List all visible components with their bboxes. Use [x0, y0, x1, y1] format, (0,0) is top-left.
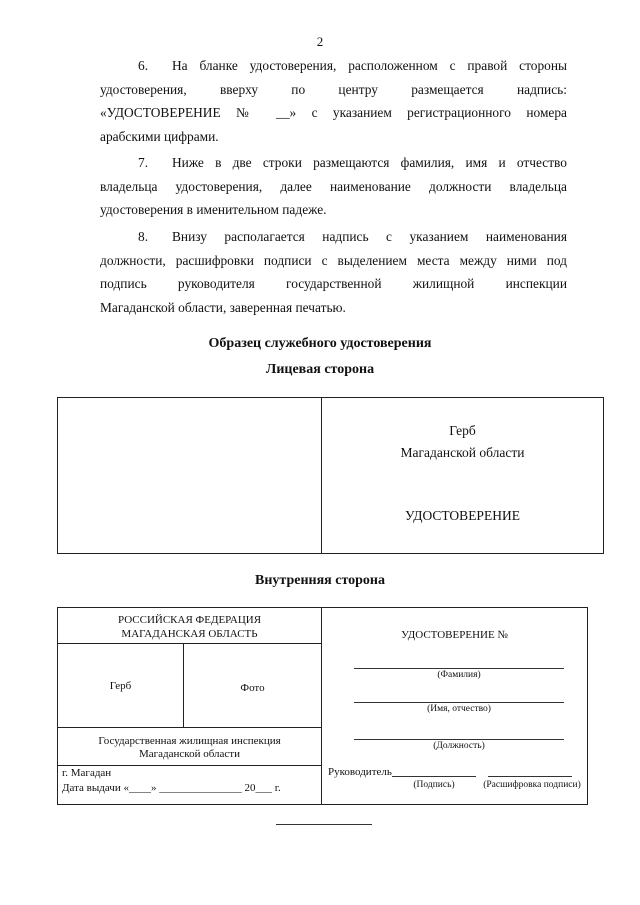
inner-oblast: МАГАДАНСКАЯ ОБЛАСТЬ — [121, 628, 258, 640]
front-region: Магаданской области — [400, 445, 525, 460]
surname-line — [354, 668, 564, 669]
page-number: 2 — [316, 34, 324, 49]
paragraph-number: 7. — [138, 155, 149, 170]
inner-inspection-line2: Магаданской области — [139, 748, 240, 760]
paragraph-line: подпись руководителя государственной жилищной инспекции — [100, 276, 567, 291]
inner-issue-date: Дата выдачи «____» _______________ 20___ г. — [62, 782, 281, 794]
footer-divider — [276, 824, 372, 825]
paragraph-line: удостоверения, вверху по центру размещается надпись: — [100, 81, 567, 97]
paragraph-number: 6. — [138, 58, 149, 73]
paragraph-line: На бланке удостоверения, расположенном с правой стороны — [172, 58, 567, 73]
paragraph-line: должности, расшифровки подписи с выделением места между ними под — [100, 252, 567, 268]
paragraph-line: Магаданской области, заверенная печатью. — [100, 299, 346, 315]
paragraph-number: 8. — [138, 229, 149, 244]
paragraph-8 — [100, 225, 567, 319]
position-line — [354, 739, 564, 740]
paragraph-line: Внизу располагается надпись с указанием наименования — [172, 229, 567, 244]
name-caption: (Имя, отчество) — [427, 704, 491, 714]
paragraph-line: арабскими цифрами. — [100, 128, 219, 144]
paragraph-line: «УДОСТОВЕРЕНИЕ № __» с указанием регистрационного номера — [100, 105, 567, 120]
decoding-caption: (Расшифровка подписи) — [483, 780, 581, 790]
inner-card — [57, 607, 588, 805]
front-coat-of-arms: Герб — [449, 423, 476, 438]
paragraph-line: удостоверения в именительном падеже. — [100, 202, 327, 217]
sample-title: Образец служебного удостоверения — [208, 336, 432, 351]
paragraph-7 — [100, 151, 567, 222]
front-certificate-label: УДОСТОВЕРЕНИЕ — [405, 508, 520, 523]
inner-coat-of-arms: Герб — [109, 680, 132, 692]
signature-caption: (Подпись) — [413, 780, 455, 790]
paragraph-line: Ниже в две строки размещаются фамилия, имя и отчество — [172, 155, 567, 170]
front-side-title: Лицевая сторона — [265, 362, 375, 377]
front-card — [57, 397, 604, 554]
decoding-line — [488, 776, 572, 777]
position-caption: (Должность) — [433, 741, 485, 751]
name-line — [354, 702, 564, 703]
head-label: Руководитель — [328, 766, 392, 778]
inner-certificate-number: УДОСТОВЕРЕНИЕ № — [401, 629, 508, 641]
surname-caption: (Фамилия) — [437, 670, 481, 680]
inner-country: РОССИЙСКАЯ ФЕДЕРАЦИЯ — [117, 614, 262, 626]
paragraph-line: владельца удостоверения, далее наименование должности владельца — [100, 178, 567, 194]
inner-photo-placeholder: Фото — [240, 682, 265, 694]
paragraph-6 — [100, 54, 567, 148]
inner-city: г. Магадан — [62, 767, 112, 779]
inner-side-title: Внутренняя сторона — [255, 573, 385, 588]
signature-line — [392, 776, 476, 777]
inner-inspection-line1: Государственная жилищная инспекция — [98, 735, 281, 747]
